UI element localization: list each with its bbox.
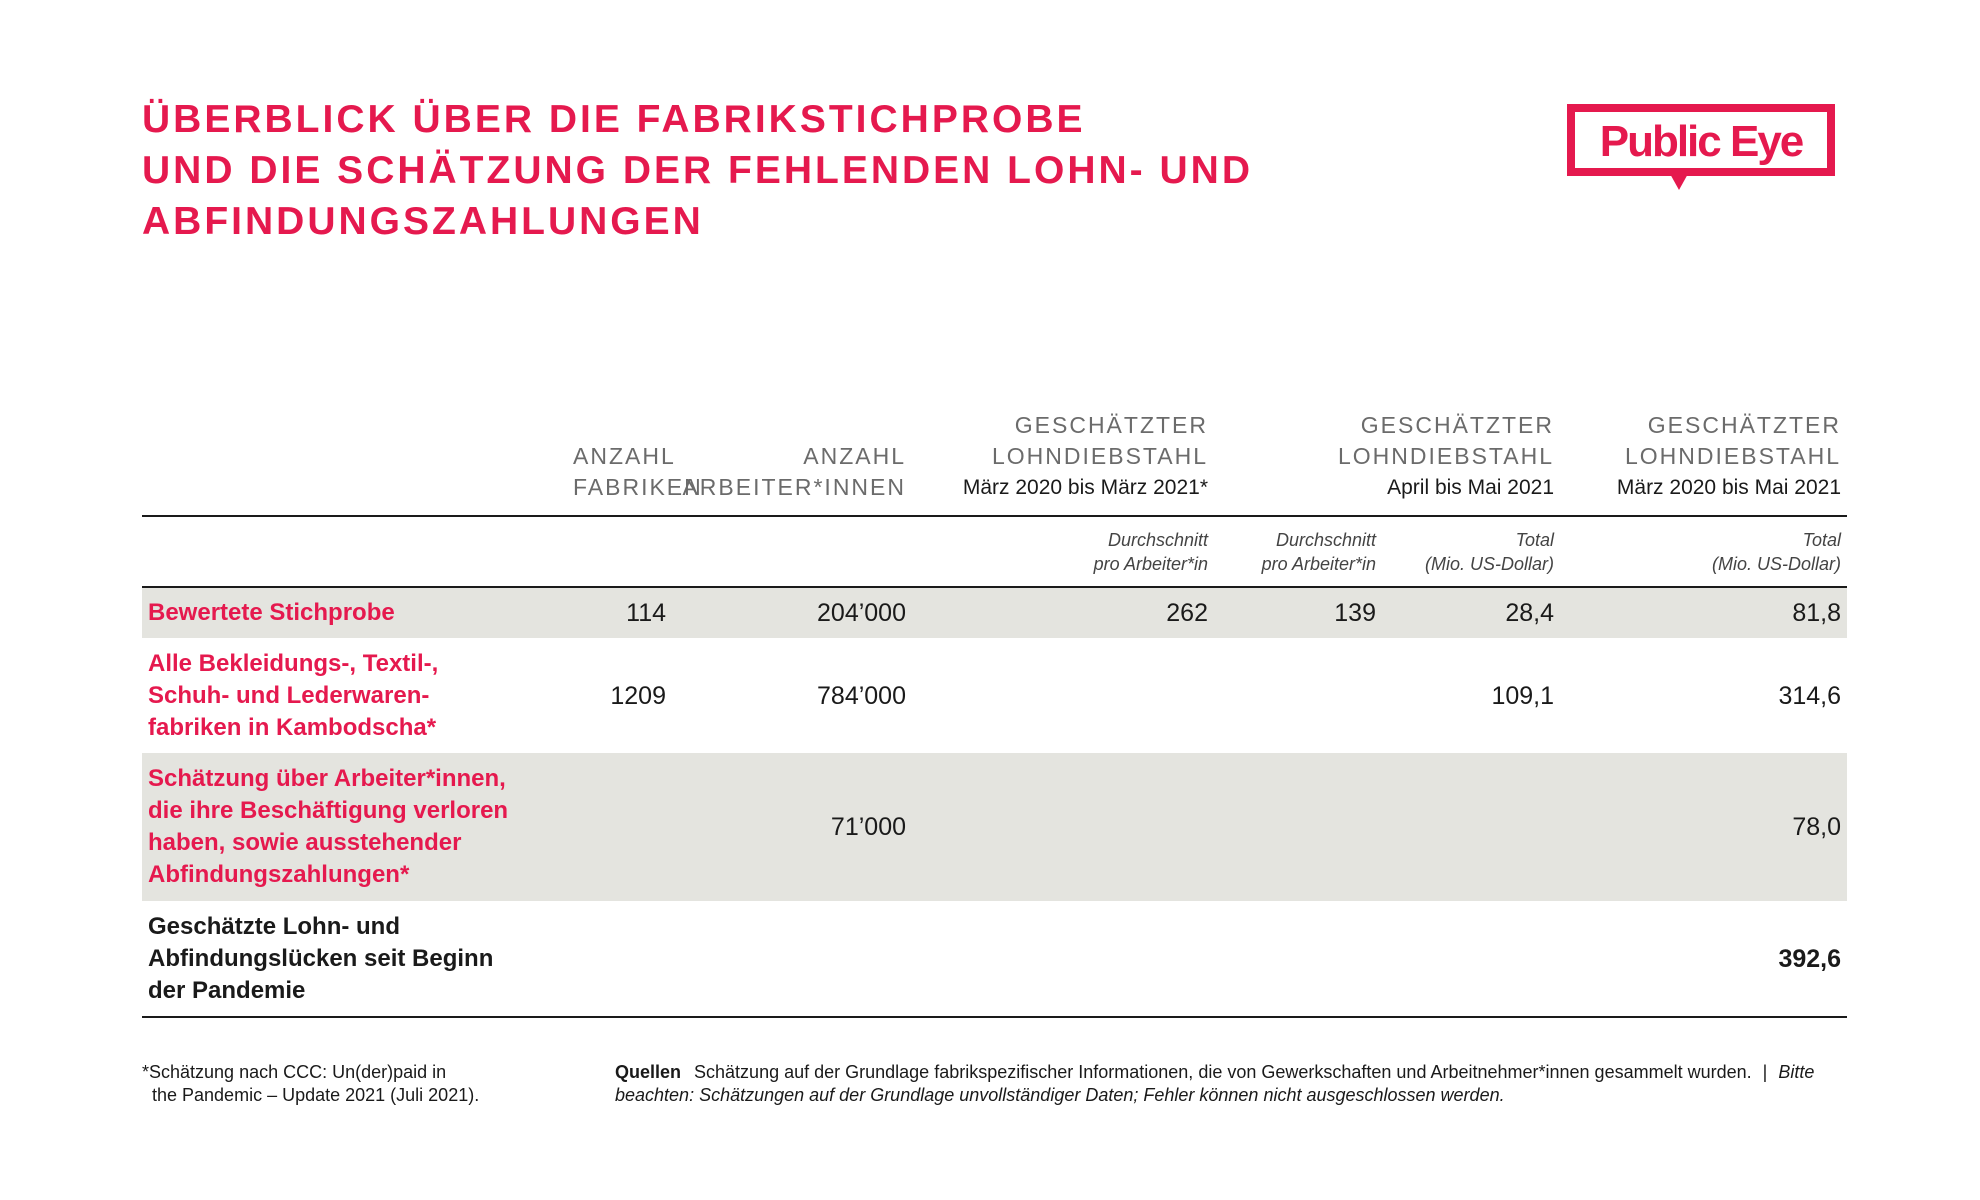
cell-workers: 784’000	[817, 681, 906, 710]
cell-grand-total: 392,6	[1778, 944, 1842, 973]
sources-separator: |	[1762, 1062, 1768, 1082]
header-theft-mar2020-mar2021: GESCHÄTZTER LOHNDIEBSTAHL März 2020 bis März 2021*	[962, 412, 1208, 499]
cell-factories: 1209	[610, 681, 666, 710]
table-row	[142, 753, 1847, 901]
cell-total3: 78,0	[1560, 753, 1847, 901]
header-row	[142, 410, 1847, 516]
subheader-avg2: Durchschnitt pro Arbeiter*in	[1261, 530, 1376, 574]
header-theft-mar2020-may2021: GESCHÄTZTER LOHNDIEBSTAHL März 2020 bis Mai 2021	[1616, 412, 1842, 499]
title-line-3: ABFINDUNGSZAHLUNGEN	[142, 200, 704, 243]
title-line-1: ÜBERBLICK ÜBER DIE FABRIKSTICHPROBE	[142, 98, 1086, 141]
header-factories: ANZAHL FABRIKEN	[573, 443, 703, 500]
logo-speech-tail	[1669, 172, 1689, 190]
table-row	[142, 638, 1847, 753]
sources-note: Bitte beachten: Schätzungen auf der Grundlage unvollständiger Daten; Fehler können nicht ausgeschlossen werden.	[615, 1062, 1815, 1105]
cell-workers: 204’000	[672, 587, 912, 638]
footnote-sources	[615, 1061, 1845, 1107]
cell-total3: 314,6	[1778, 681, 1842, 710]
header-theft-apr-may2021: GESCHÄTZTER LOHNDIEBSTAHL April bis Mai 2021	[1338, 412, 1555, 499]
sources-label: Quellen	[615, 1062, 682, 1082]
subheader-total2: Total (Mio. US-Dollar)	[1425, 530, 1555, 574]
cell-workers: 71’000	[672, 753, 912, 901]
subheader-row	[142, 516, 1847, 587]
public-eye-logo	[1567, 104, 1835, 176]
table-row	[142, 587, 1847, 638]
subheader-total3: Total (Mio. US-Dollar)	[1712, 530, 1842, 574]
row-label: Geschätzte Lohn- und Abfindungslücken seit Beginn der Pandemie	[148, 912, 494, 1004]
logo-text: Public Eye	[1599, 117, 1803, 166]
cell-avg2: 139	[1214, 587, 1382, 638]
footnote-asterisk: *Schätzung nach CCC: Un(der)paid in the Pandemic – Update 2021 (Juli 2021).	[142, 1062, 480, 1105]
cell-avg1: 262	[912, 587, 1214, 638]
table-row-total	[142, 901, 1847, 1017]
cell-total2: 109,1	[1491, 681, 1555, 710]
cell-total3: 81,8	[1560, 587, 1847, 638]
row-label: Schätzung über Arbeiter*innen, die ihre Beschäftigung verloren haben, sowie ausstehender Abfindungszahlungen*	[142, 753, 567, 901]
data-table	[142, 410, 1847, 1018]
cell-factories: 114	[567, 587, 672, 638]
sources-text: Schätzung auf der Grundlage fabrikspezifischer Informationen, die von Gewerkschaften und Arbeitnehmer*innen gesammelt wurden.	[694, 1062, 1752, 1082]
row-label: Bewertete Stichprobe	[142, 587, 567, 638]
page-title	[142, 94, 1253, 247]
subheader-avg1: Durchschnitt pro Arbeiter*in	[1093, 530, 1208, 574]
title-line-2: UND DIE SCHÄTZUNG DER FEHLENDEN LOHN- UND	[142, 149, 1253, 192]
header-workers: ANZAHL ARBEITER*INNEN	[682, 443, 906, 500]
header-empty	[142, 410, 567, 516]
row-label: Alle Bekleidungs-, Textil-, Schuh- und Lederwaren- fabriken in Kambodscha*	[148, 649, 439, 741]
cell-total2: 28,4	[1382, 587, 1560, 638]
